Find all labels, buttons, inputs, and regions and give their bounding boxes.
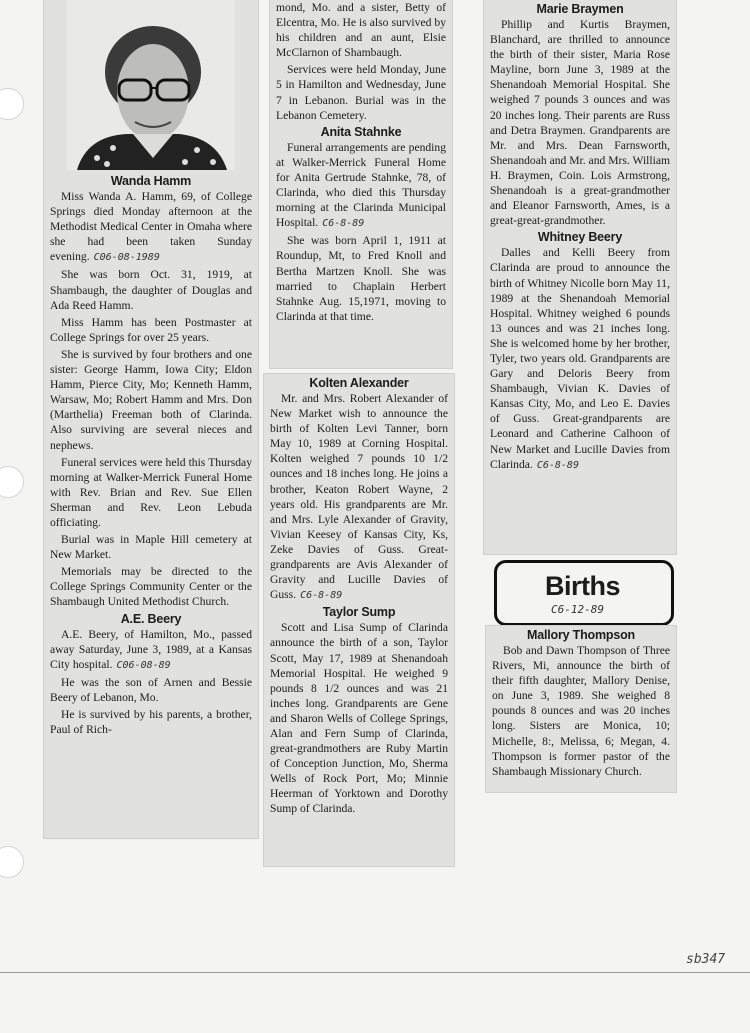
handwritten-date-note: C6-8-89 [300,590,343,602]
heading-mallory-thompson: Mallory Thompson [527,628,635,642]
heading-marie-braymen: Marie Braymen [536,2,624,16]
page-divider [0,972,750,973]
handwritten-date-note: C6-8-89 [536,459,579,471]
heading-anita-stahnke: Anita Stahnke [320,124,402,139]
paragraph: mond, Mo. and a sister, Betty of Elcentra, Mo. He is also survived by his children and an aunt, Elsie McClarnon of Shambaugh. [276,1,446,60]
births-title: Births [545,571,621,601]
handwritten-date-note: C06-08-1989 [93,252,160,264]
paragraph: Services were held Monday, June 5 in Hamilton and Wednesday, June 7 in Lebanon. Burial was in the Lebanon Cemetery. [276,63,446,122]
page-number-handwritten: sb347 [686,952,726,967]
paragraph: She was born Oct. 31, 1919, at Shambaugh, the daughter of Douglas and Ada Reed Hamm. [50,268,252,312]
binder-hole-middle [0,466,24,498]
paragraph: Bob and Dawn Thompson of Three Rivers, Mi, announce the birth of their fifth daughter, Mallory Denise, on June 3, 1989. She weighed 8 pounds 8 ounces and was 20 inches long. Sisters are Monica, 10; Michelle, 8:, Melissa, 6; Megan, 4. Thompson is former pastor of the Shambaugh Missionary Church. [492,644,670,778]
heading-whitney-beery: Whitney Beery [537,230,623,245]
handwritten-date-note: C06-08-89 [116,659,171,671]
paragraph: Scott and Lisa Sump of Clarinda announce the birth of a son, Taylor Scott, May 17, 1989 at Shenandoah Memorial Hospital. He weighed 9 pounds 8 1/2 ounces and was 21 inches long. Grandparents are Gene and Sharon Wells of College Springs, Alan and Fern Sump of Clarinda, great-grandmothers are Ruby Martin of Conception Junction, Mo, Sherma Wells of Rock Port, Mo; Minnie Heerman of Yorktown and Dorothy Sump of Clarinda. [270,621,448,816]
paragraph: Funeral services were held this Thursday morning at Walker-Merrick Funeral Home with Rev. Brian and Rev. Sue Ellen Sherman and Rev. Leon Lebuda officiating. [50,455,252,529]
paragraph: Memorials may be directed to the College Springs Community Center or the Shambaugh United Methodist Church. [50,565,252,609]
paragraph: Mr. and Mrs. Robert Alexander of New Market wish to announce the birth of Kolten Levi Tanner, born May 10, 1989 at Corning Hospital. Kolten weighed 7 pounds 10 1/2 ounces and 18 inches long. He joins a brother, Keaton Robert Wayne, 2 years old. His grandparents are Mr. and Mrs. Lyle Alexander of Gravity, Vivian Keesey of Kansas City, Ks, Zeke Davies of Guss. Great-grandparents are Avis Alexander of Gravity and Lucille Davies of Guss. C6-8-89 [270,392,448,602]
clipping-braymen-whitney [484,0,676,554]
heading-taylor-sump: Taylor Sump [322,605,396,620]
heading-ae-beery: A.E. Beery [120,611,182,626]
paragraph: She was born April 1, 1911 at Roundup, Mt, to Fred Knoll and Bertha Martzen Knoll. She was married to Chaplain Herbert Stahnke Aug. 15,1971, moving to Clarinda at that time. [276,234,446,323]
paragraph: She is survived by four brothers and one sister: George Hamm, Iowa City; Eldon Hamm, Pierce City, Mo; Kenneth Hamm, Warsaw, Mo; Robert Hamm and Mrs. Don (Marthelia) Freeman both of Clarinda. Also surviving are several nieces and nephews. [50,347,252,452]
paragraph: Phillip and Kurtis Braymen, Blanchard, are thrilled to announce the birth of their sister, Maria Rose Mayline, born June 3, 1989 at the Shenandoah Memorial Hospital. She weighed 7 pounds 3 ounces and was 20 inches long. Their parents are Russ and Detra Braymen. Grandparents are Mr. and Mrs. Dean Farnsworth, Shenandoah and Mr. and Mrs. William H. Braymen, Coin. Lois Armstrong, Shenandoah is a great-grandmother and Eleanor Farnsworth, Ames, is a great-great-grandmother. [490,18,670,228]
binder-hole-top [0,88,24,120]
binder-hole-bottom [0,846,24,878]
handwritten-date-note: C6-8-89 [322,218,365,230]
paragraph: Miss Hamm has been Postmaster at College Springs for over 25 years. [50,315,252,344]
paragraph: A.E. Beery, of Hamilton, Mo., passed away Saturday, June 3, 1989, at a Kansas City hospital. C06-08-89 [50,627,252,671]
clipping-wanda-hamm [44,0,258,838]
clipping-beery-cont-stahnke [270,0,452,368]
clipping-kolten-sump [264,374,454,866]
heading-kolten-alexander: Kolten Alexander [309,376,409,390]
paragraph: Burial was in Maple Hill cemetery at New Market. [50,533,252,562]
paragraph: He was the son of Arnen and Bessie Beery of Lebanon, Mo. [50,675,252,704]
handwritten-date-note: C6-12-89 [551,603,604,616]
paragraph: Dalles and Kelli Beery from Clarinda are proud to announce the birth of Whitney Nicolle born May 11, 1989 at the Shenandoah Memorial Hospital. Whitney weighed 6 pounds 13 ounces and was 21 inches long. She is welcomed home by her brother, Tyler, two years old. Grandparents are Gary and Deloris Beery from Shambaugh, Vivian K. Davies of Kansas City, Mo, and Leo E. Davies of Guss. Great-grandparents are Leonard and Catherine Calhoon of New Market and Lucille Davies from Clarinda. C6-8-89 [490,246,670,471]
births-banner [494,560,674,626]
portrait-photo [67,0,235,170]
paragraph: Funeral arrangements are pending at Walker-Merrick Funeral Home for Anita Gertrude Stahnke, 78, of Clarinda, who died this Thursday morning at the Clarinda Municipal Hospital. C6-8-89 [276,140,446,230]
heading-wanda-hamm: Wanda Hamm [110,174,192,188]
paragraph: He is survived by his parents, a brother, Paul of Rich- [50,708,252,737]
clipping-mallory-thompson [486,626,676,792]
paragraph: Miss Wanda A. Hamm, 69, of College Springs died Monday afternoon at the Methodist Medical Center in Omaha where she had been taken Sunday evening. C06-08-1989 [50,190,252,264]
